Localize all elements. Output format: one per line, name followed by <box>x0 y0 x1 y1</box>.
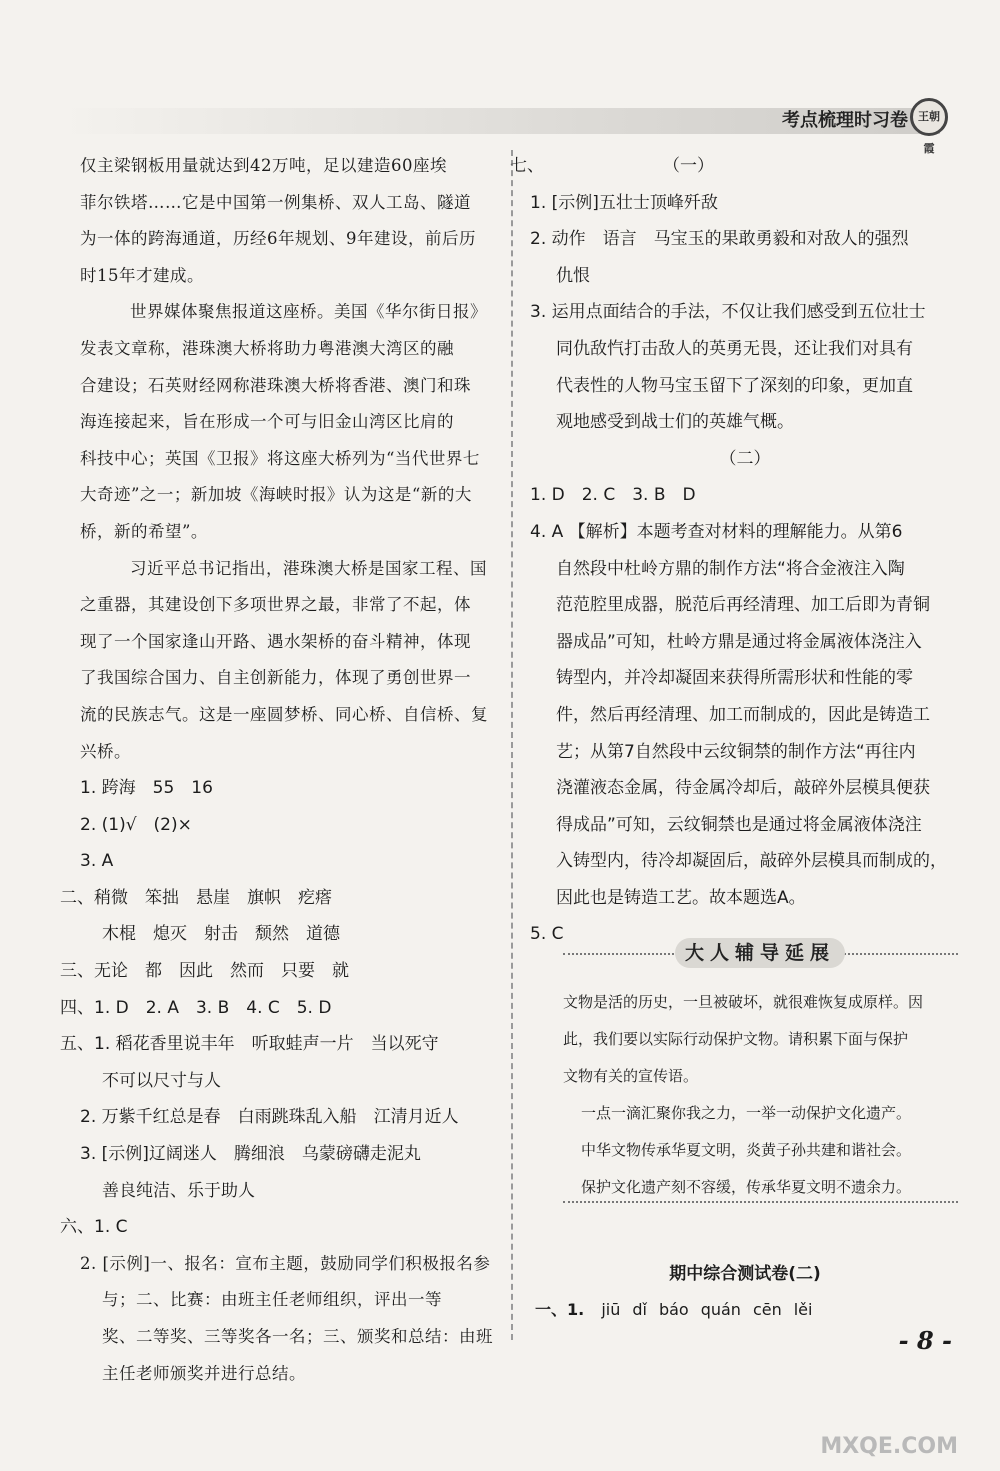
text-line: 自然段中杜岭方鼎的制作方法“将合金液注入陶 <box>556 558 905 579</box>
text-line: 1. 跨海 55 16 <box>80 778 213 799</box>
text-line: 2. 动作 语言 马宝玉的果敢勇毅和对敌人的强烈 <box>530 229 909 250</box>
text-line: 发表文章称，港珠澳大桥将助力粤港澳大湾区的融 <box>80 338 454 358</box>
tip-line: 一点一滴汇聚你我之力，一举一动保护文化遗产。 <box>581 1104 912 1122</box>
text-line: 2. 万紫千红总是春 白雨跳珠乱入船 江清月近人 <box>80 1107 459 1128</box>
text-line: 桥，新的希望”。 <box>80 521 208 541</box>
pinyin-item: jiū <box>601 1300 621 1319</box>
text-line: 流的民族志气。这是一座圆梦桥、同心桥、自信桥、复 <box>80 704 488 724</box>
right-column <box>510 148 960 953</box>
text-line: 不可以尺寸与人 <box>102 1070 221 1091</box>
text-line: 五、1. 稻花香里说丰年 听取蛙声一片 当以死守 <box>60 1034 439 1055</box>
text-line: 世界媒体聚焦报道这座桥。美国《华尔街日报》 <box>130 302 487 322</box>
text-line: 仇恨 <box>556 265 590 286</box>
text-line: 同仇敌忾打击敌人的英勇无畏，还让我们对具有 <box>556 338 913 359</box>
text-line: 善良纯洁、乐于助人 <box>102 1180 255 1201</box>
text-line: 得成品”可知，云纹铜禁也是通过将金属液体浇注 <box>556 814 922 835</box>
text-line: 2. [示例]一、报名：宣布主题，鼓励同学们积极报名参 <box>80 1253 491 1273</box>
pinyin-item: lěi <box>793 1300 813 1319</box>
text-line: 2. (1)√ (2)× <box>80 814 192 835</box>
text-line: 3. [示例]辽阔迷人 腾细浪 乌蒙磅礴走泥丸 <box>80 1144 421 1165</box>
text-line: 因此也是铸造工艺。故本题选A。 <box>556 887 806 908</box>
text-line: 时15年才建成。 <box>80 265 204 285</box>
tip-line: 此，我们要以实际行动保护文物。请积累下面与保护 <box>563 1030 909 1048</box>
text-line: 大奇迹”之一；新加坡《海峡时报》认为这是“新的大 <box>80 485 472 505</box>
tip-banner <box>563 938 958 968</box>
text-line: 铸型内，并冷却凝固来获得所需形状和性能的零 <box>556 668 913 689</box>
text-line: 菲尔铁塔……它是中国第一例集桥、双人工岛、隧道 <box>80 192 471 212</box>
text-line: 4. A 【解析】本题考查对材料的理解能力。从第6 <box>530 521 903 542</box>
tip-box <box>563 984 958 1206</box>
text-line: 入铸型内，待冷却凝固后，敲碎外层模具而制成的， <box>556 851 947 872</box>
text-line: 海连接起来，旨在形成一个可与旧金山湾区比肩的 <box>80 412 454 432</box>
text-line: 器成品”可知，杜岭方鼎是通过将金属液体浇注入 <box>556 631 922 652</box>
text-line: 艺；从第7自然段中云纹铜禁的制作方法“再往内 <box>556 741 916 762</box>
text-line: 七、 （一） <box>510 156 714 176</box>
pinyin-answers <box>535 1297 824 1320</box>
text-line: 观地感受到战士们的英雄气概。 <box>556 412 794 433</box>
pinyin-item: cēn <box>752 1300 782 1319</box>
text-line: 之重器，其建设创下多项世界之最，非常了不起，体 <box>80 595 471 615</box>
text-line: 了我国综合国力、自主创新能力，体现了勇创世界一 <box>80 668 471 688</box>
text-line: 习近平总书记指出，港珠澳大桥是国家工程、国 <box>130 558 487 578</box>
left-column <box>60 148 500 1392</box>
text-line: 1. D 2. C 3. B D <box>530 485 696 506</box>
text-line: 5. C <box>530 924 564 945</box>
page-number: - 8 - <box>898 1326 952 1355</box>
pinyin-item: quán <box>700 1300 741 1319</box>
text-line: 六、1. C <box>60 1217 128 1238</box>
text-line: 木棍 熄灭 射击 颓然 道德 <box>102 924 340 945</box>
tip-bottom-line <box>563 1201 958 1203</box>
banner-title: 大人辅导延展 <box>675 938 845 968</box>
header-title: 考点梳理时习卷 <box>782 110 908 131</box>
text-line: 件，然后再经清理、加工而制成的，因此是铸造工 <box>556 704 930 725</box>
text-line: 范范腔里成器，脱范后再经清理、加工后即为青铜 <box>556 595 930 616</box>
text-line: 兴桥。 <box>80 741 131 761</box>
text-line: 浇灌液态金属，待金属冷却后，敲碎外层模具便获 <box>556 778 930 799</box>
pinyin-item: dǐ <box>632 1300 647 1319</box>
text-line: （二） <box>719 448 771 469</box>
watermark: MXQE.COM <box>820 1434 958 1459</box>
text-line: 仅主梁钢板用量就达到42万吨，足以建造60座埃 <box>80 156 447 175</box>
tip-line: 保护文化遗产刻不容缓，传承华夏文明不遗余力。 <box>581 1178 912 1196</box>
text-line: 3. A <box>80 851 114 872</box>
text-line: 二、稍微 笨拙 悬崖 旗帜 疙瘩 <box>60 887 332 908</box>
tip-line: 文物是活的历史，一旦被破坏，就很难恢复成原样。因 <box>563 993 924 1011</box>
text-line: 现了一个国家逢山开路、遇水架桥的奋斗精神，体现 <box>80 631 471 651</box>
text-line: 为一体的跨海通道，历经6年规划、9年建设，前后历 <box>80 229 476 249</box>
text-line: 与；二、比赛：由班主任老师组织，评出一等 <box>102 1290 442 1310</box>
text-line: 主任老师颁奖并进行总结。 <box>102 1363 306 1383</box>
tip-line: 文物有关的宣传语。 <box>563 1067 699 1085</box>
text-line: 合建设；石英财经网称港珠澳大桥将香港、澳门和珠 <box>80 375 471 395</box>
publisher-logo-icon: 王朝霞 <box>910 98 948 136</box>
test-title: 期中综合测试卷(二) <box>669 1264 821 1284</box>
text-line: 1. [示例]五壮士顶峰歼敌 <box>530 192 718 213</box>
pinyin-item: báo <box>658 1300 689 1319</box>
column-divider <box>511 150 513 1340</box>
text-line: 科技中心；英国《卫报》将这座大桥列为“当代世界七 <box>80 448 480 468</box>
text-line: 3. 运用点面结合的手法，不仅让我们感受到五位壮士 <box>530 302 926 323</box>
question-prefix: 一、1. <box>535 1300 585 1319</box>
tip-line: 中华文物传承华夏文明，炎黄子孙共建和谐社会。 <box>581 1141 912 1159</box>
text-line: 奖、二等奖、三等奖各一名；三、颁奖和总结：由班 <box>102 1327 493 1346</box>
text-line: 四、1. D 2. A 3. B 4. C 5. D <box>60 997 332 1018</box>
text-line: 三、无论 都 因此 然而 只要 就 <box>60 961 349 982</box>
text-line: 代表性的人物马宝玉留下了深刻的印象，更加直 <box>556 375 913 396</box>
